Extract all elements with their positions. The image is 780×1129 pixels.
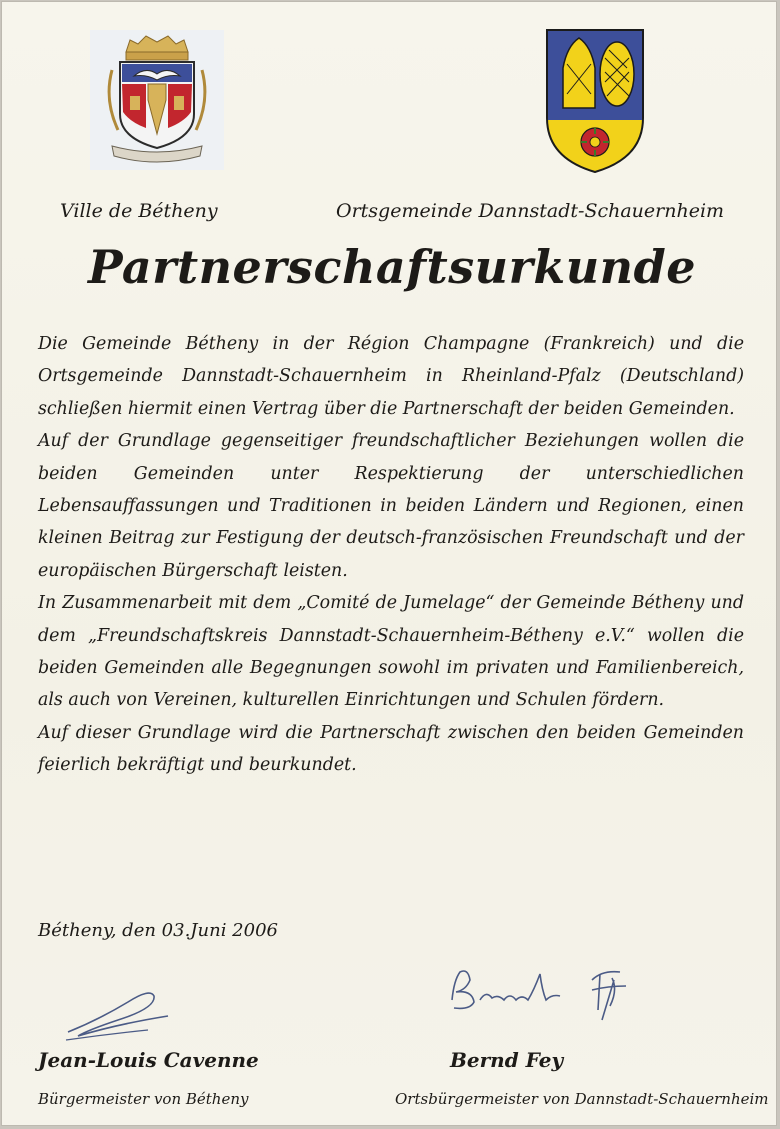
document-title: Partnerschaftsurkunde: [87, 240, 697, 294]
paragraph-1: Die Gemeinde Bétheny in der Région Champagne (Frankreich) und die Ortsgemeinde Dannstadt-Schauernheim in Rheinland-Pfalz (Deutschland) schließen hiermit einen Vertrag über die Partnerschaft der beiden Gemeinden.: [38, 334, 744, 419]
date-line: Bétheny, den 03.Juni 2006: [38, 920, 278, 941]
dannstadt-crest-icon: [545, 28, 645, 174]
header-left-municipality: Ville de Bétheny: [60, 200, 218, 222]
betheny-coat-of-arms: [90, 30, 224, 170]
signatory-title-cavenne: Bürgermeister von Bétheny: [38, 1090, 249, 1108]
signatory-name-cavenne: Jean-Louis Cavenne: [38, 1048, 259, 1072]
certificate-sheet: [1, 1, 777, 1126]
dannstadt-coat-of-arms: [545, 28, 645, 174]
betheny-crest-icon: [90, 30, 224, 170]
signature-fey-icon: [442, 950, 652, 1040]
header-right-municipality: Ortsgemeinde Dannstadt-Schauernheim: [336, 200, 725, 222]
certificate-body: [38, 328, 744, 782]
signature-cavenne-icon: [58, 980, 188, 1050]
signatory-title-fey: Ortsbürgermeister von Dannstadt-Schauernheim: [395, 1090, 769, 1108]
paragraph-4: Auf dieser Grundlage wird die Partnerschaft zwischen den beiden Gemeinden feierlich bekräftigt und beurkundet.: [38, 722, 744, 776]
municipality-header: [2, 200, 780, 230]
paragraph-2: Auf der Grundlage gegenseitiger freundschaftlicher Beziehungen wollen die beiden Gemeinden unter Respektierung der unterschiedlichen Lebensauffassungen und Traditionen in beiden Ländern und Regionen, einen kleinen Beitrag zur Festigung der deutsch-französischen Freundschaft und der europäischen Bürgerschaft leisten.: [38, 431, 744, 581]
paragraph-3: In Zusammenarbeit mit dem „Comité de Jumelage“ der Gemeinde Bétheny und dem „Freundschaftskreis Dannstadt-Schauernheim-Bétheny e.V.“ wollen die beiden Gemeinden alle Begegnungen sowohl im privaten und Familienbereich, als auch von Vereinen, kulturellen Einrichtungen und Schulen fördern.: [38, 593, 744, 711]
signatory-name-fey: Bernd Fey: [450, 1048, 564, 1072]
